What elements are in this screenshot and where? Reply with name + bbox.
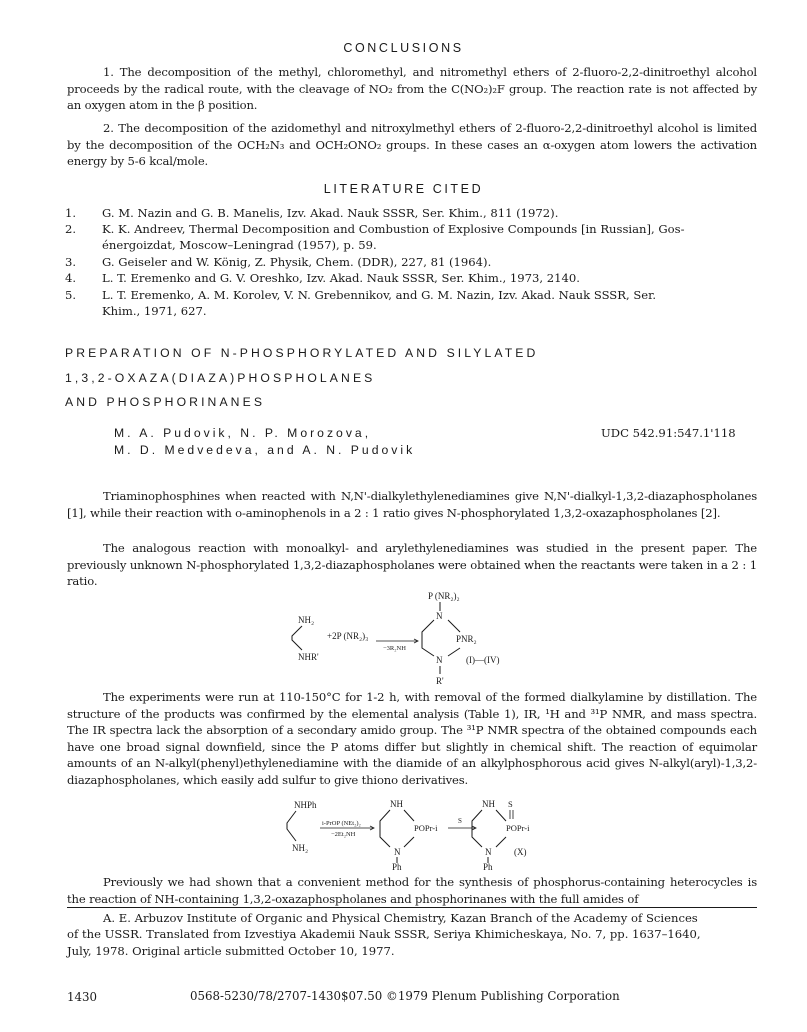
conclusions-heading: CONCLUSIONS <box>343 41 464 55</box>
footnote-divider <box>67 907 757 908</box>
scheme1-n-top: N <box>436 611 443 621</box>
footnote-line-3: July, 1978. Original article submitted October 10, 1977. <box>67 944 395 958</box>
article-title-line-1: PREPARATION OF N-PHOSPHORYLATED AND SILYLATED <box>65 346 539 360</box>
article-title-line-2: 1,3,2-OXAZA(DIAZA)PHOSPHOLANES <box>65 371 376 385</box>
reference-number: 3. <box>65 255 77 269</box>
reference-number: 1. <box>65 206 77 220</box>
publication-info: 0568-5230/78/2707-1430$07.50 ©1979 Plenum Publishing Corporation <box>190 989 620 1003</box>
scheme2-nh2: NH₂ <box>292 843 309 853</box>
conclusion-paragraph-2: 2. The decomposition of the azidomethyl and nitroxylmethyl ethers of 2-fluoro-2,2-dinitroethyl alcohol is limited by the decomposition of the OCH₂N₃ and OCH₂ONO₂ groups. In these cases an α-oxygen atom lowers the activation energy by 5-6 kcal/mole. <box>67 121 757 168</box>
scheme2-left-bracket <box>287 811 296 841</box>
article-paragraph-4: Previously we had shown that a convenient method for the synthesis of phosphorus-containing heterocycles is the reaction of NH-containing 1,3,2-oxazaphospholanes and phosphorinanes with the full amides of <box>67 875 757 906</box>
scheme1-nh2: NH₂ <box>298 615 315 625</box>
scheme2-n-left: N <box>394 847 401 857</box>
reaction-scheme-2 <box>280 795 570 870</box>
article-paragraph-1: Triaminophosphines when reacted with N,N'-dialkylethylenediamines give N,N'-dialkyl-1,3,2-diazaphospholanes [1], while their reaction with o-aminophenols in a 2 : 1 ratio gives N-phosphorylated 1,3,2-oxazaphospholanes [2]. <box>67 489 757 520</box>
reference-number: 5. <box>65 288 77 302</box>
scheme2-popr-left: POPr-i <box>414 823 438 833</box>
reference-text: K. K. Andreev, Thermal Decomposition and Combustion of Explosive Compounds [in Russian], Gos- <box>102 222 685 236</box>
udc-code: UDC 542.91:547.1'118 <box>601 426 736 440</box>
conclusion-paragraph-1: 1. The decomposition of the methyl, chloromethyl, and nitromethyl ethers of 2-fluoro-2,2-dinitroethyl alcohol proceeds by the radical route, with the cleavage of NO₂ from the C(NO₂)₂F group. The reaction rate is not affected by an oxygen atom in the β position. <box>67 65 757 112</box>
scheme1-r-prime: R' <box>436 676 444 686</box>
reference-text: Khim., 1971, 627. <box>102 304 207 318</box>
authors-line-2: M. D. Medvedeva, and A. N. Pudovik <box>114 443 416 457</box>
reference-text: G. Geiseler and W. König, Z. Physik, Chem. (DDR), 227, 81 (1964). <box>102 255 492 269</box>
scheme2-s-arrow: S <box>458 817 462 825</box>
literature-heading: LITERATURE CITED <box>323 182 484 196</box>
page-number: 1430 <box>67 990 98 1004</box>
scheme2-popr-right: POPr-i <box>506 823 530 833</box>
scheme1-nhr: NHR' <box>298 652 319 662</box>
reference-text: L. T. Eremenko and G. V. Oreshko, Izv. Akad. Nauk SSSR, Ser. Khim., 1973, 2140. <box>102 271 580 285</box>
reference-number: 2. <box>65 222 77 236</box>
scheme2-compound: (X) <box>514 847 527 857</box>
scheme2-nh-left: NH <box>390 799 403 809</box>
reaction-scheme-1 <box>270 588 530 688</box>
scheme2-s-top: S <box>508 799 513 809</box>
article-paragraph-3: The experiments were run at 110-150°C for 1-2 h, with removal of the formed dialkylamine by distillation. The structure of the products was confirmed by the elemental analysis (Table 1), IR, ¹H and ³¹P NMR, and mass spectra. The IR spectra lack the absorption of a secondary amido group. The ³¹P NMR spectra of the obtained compounds each have one broad signal downfield, since the P atoms differ but slightly in chemical shift. The reaction of equimolar amounts of an N-alkyl(phenyl)ethylenediamine with the diamide of an alkylphosphorous acid gives N-alkyl(aryl)-1,3,2-diazaphospholanes, which easily add sulfur to give thiono derivatives. <box>67 690 757 787</box>
footnote-line-2: of the USSR. Translated from Izvestiya Akademii Nauk SSSR, Seriya Khimicheskaya, No. 7, pp. 1637–1640, <box>67 927 701 941</box>
scheme2-ring-right <box>472 810 506 847</box>
scheme1-pnr2: PNR₂ <box>456 634 477 644</box>
scheme2-ph-left: Ph <box>392 862 402 870</box>
scheme2-ph-right: Ph <box>483 862 493 870</box>
scheme2-n-right: N <box>485 847 492 857</box>
authors-line-1: M. A. Pudovik, N. P. Morozova, <box>114 426 372 440</box>
scheme1-byproduct: −3R₂NH <box>383 645 406 652</box>
article-title-line-3: AND PHOSPHORINANES <box>65 395 266 409</box>
scheme1-compounds: (I)—(IV) <box>466 655 500 665</box>
scheme2-nhph: NHPh <box>294 800 317 810</box>
scheme1-left-bracket <box>292 626 302 650</box>
scheme2-nh-right: NH <box>482 799 495 809</box>
scheme1-ring <box>422 620 460 656</box>
reference-text: L. T. Eremenko, A. M. Korolev, V. N. Grebennikov, and G. M. Nazin, Izv. Akad. Nauk SSSR, Ser. <box>102 288 657 302</box>
reference-text: G. M. Nazin and G. B. Manelis, Izv. Akad. Nauk SSSR, Ser. Khim., 811 (1972). <box>102 206 559 220</box>
scheme1-n-bottom: N <box>436 655 443 665</box>
scheme1-top-label: P (NR₂)₂ <box>428 591 460 601</box>
scheme2-reagent: i-PrOP (NEt₂)₂ <box>322 820 361 827</box>
reference-number: 4. <box>65 271 77 285</box>
reference-text: énergoizdat, Moscow–Leningrad (1957), p. 59. <box>102 238 377 252</box>
article-paragraph-2: The analogous reaction with monoalkyl- and arylethylenediamines was studied in the present paper. The previously unknown N-phosphorylated 1,3,2-diazaphospholanes were obtained when the reactants were taken in a 2 : 1 ratio. <box>67 541 757 588</box>
scheme2-byproduct: −2Et₂NH <box>331 831 356 838</box>
scheme1-reagent: +2P (NR₂)₃ <box>327 631 369 641</box>
footnote-line-1: A. E. Arbuzov Institute of Organic and Physical Chemistry, Kazan Branch of the Academy of Sciences <box>103 911 698 925</box>
scheme2-ring-left <box>380 810 414 847</box>
